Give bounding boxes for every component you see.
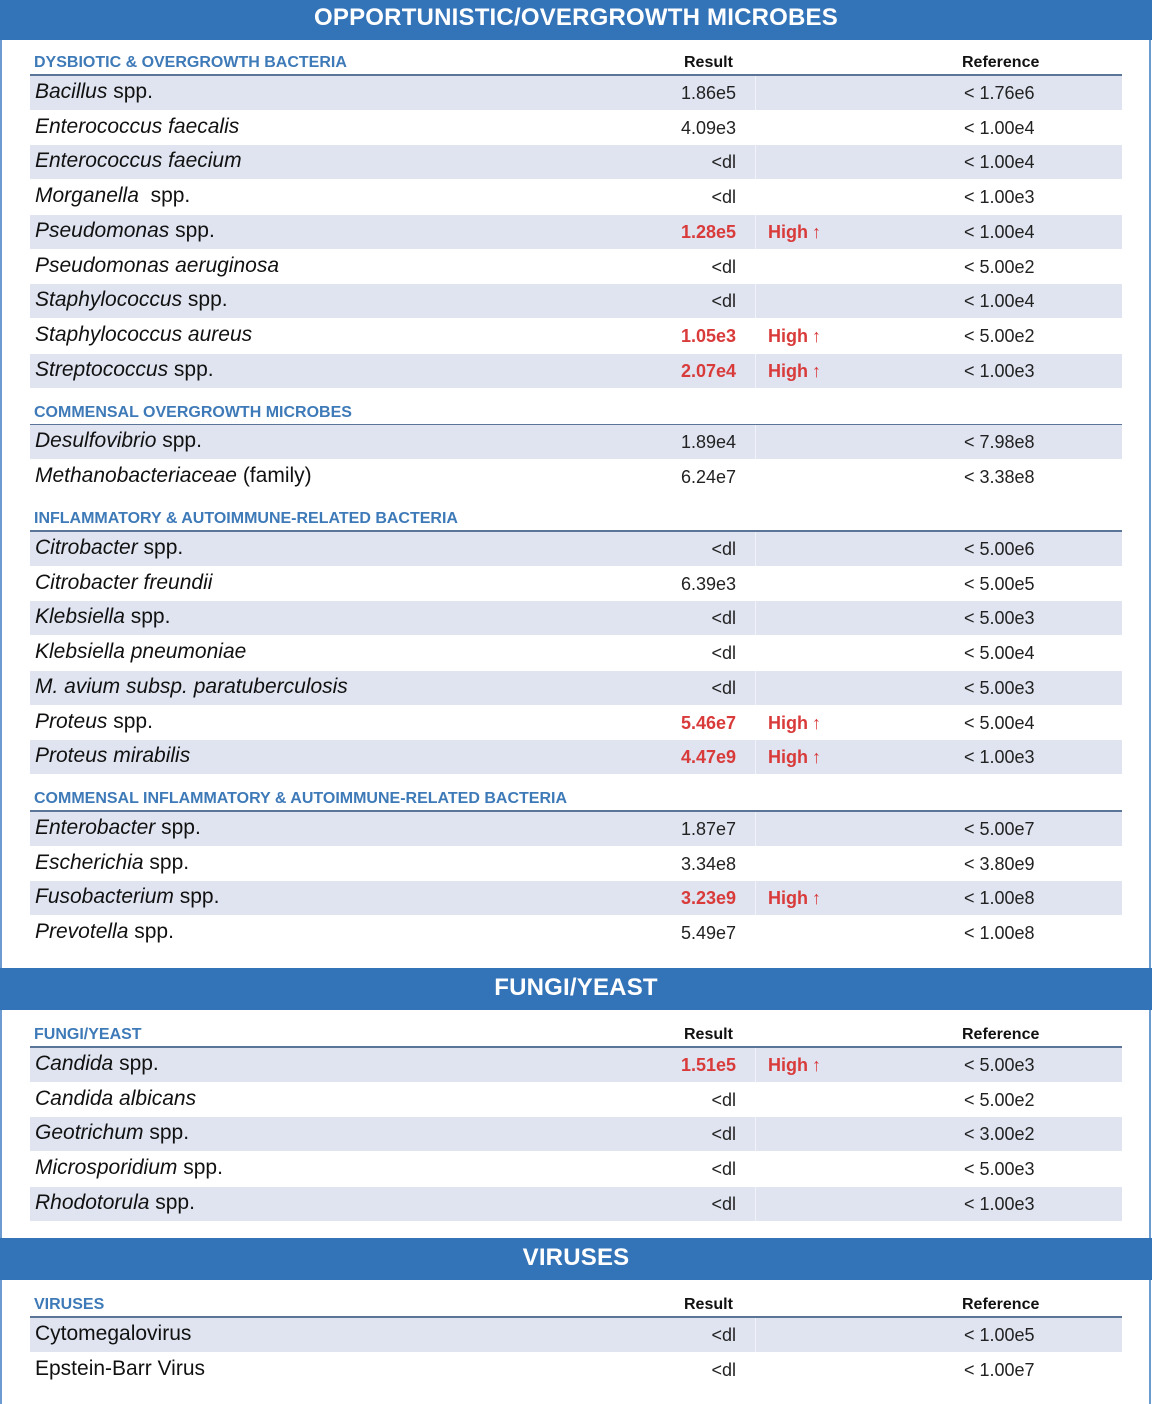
organism-name-italic: Klebsiella pneumoniae (35, 640, 247, 664)
arrow-up-icon: ↑ (812, 888, 821, 909)
organism-name (35, 536, 183, 560)
column-divider (755, 706, 756, 740)
organism-name-italic: Desulfovibrio (35, 429, 157, 452)
organism-name-italic: Methanobacteriaceae (35, 463, 237, 487)
column-divider (755, 532, 756, 566)
column-divider (755, 145, 756, 179)
result-value: 5.49e7 (680, 923, 736, 944)
table-row (30, 145, 1122, 179)
organism-name-italic: Streptococcus (35, 357, 169, 381)
arrow-up-icon: ↑ (812, 221, 821, 242)
reference-column-header: Reference (962, 1296, 1040, 1313)
table-row (30, 1048, 1122, 1082)
table-row (30, 180, 1122, 214)
group-header (30, 52, 1122, 77)
organism-name-italic: Geotrichum (35, 1121, 144, 1145)
arrow-up-icon: ↑ (812, 712, 821, 733)
table-row (30, 706, 1122, 740)
section-banner: OPPORTUNISTIC/OVERGROWTH MICROBES (0, 0, 1152, 40)
reference-value: < 5.00e3 (964, 1055, 1035, 1075)
result-value: 1.87e7 (680, 819, 736, 839)
result-value: 2.07e4 (680, 360, 736, 381)
table-row (30, 1083, 1122, 1117)
organism-name (35, 219, 215, 243)
section-banner: FUNGI/YEAST (0, 968, 1152, 1010)
table-row (30, 671, 1122, 705)
column-divider (755, 1353, 756, 1387)
column-divider (755, 740, 756, 774)
high-flag (768, 713, 821, 734)
organism-name-italic: Citrobacter freundii (35, 570, 213, 594)
result-value: 4.09e3 (680, 117, 736, 138)
result-column-header: Result (684, 54, 733, 71)
table-row (30, 847, 1122, 881)
table-row (30, 1187, 1122, 1221)
result-value: <dl (711, 643, 736, 664)
table-row (30, 284, 1122, 318)
table-row (30, 319, 1122, 353)
organism-name (35, 80, 153, 104)
organism-name (35, 1052, 159, 1076)
reference-value: < 5.00e2 (964, 256, 1035, 277)
table-row (30, 111, 1122, 145)
organism-name (35, 571, 212, 595)
table-row (30, 532, 1122, 566)
table-row (30, 460, 1122, 494)
column-divider (755, 250, 756, 284)
high-flag (768, 222, 821, 243)
high-flag (768, 361, 821, 382)
organism-name-italic: Microsporidium (35, 1156, 178, 1180)
result-value: <dl (711, 1089, 736, 1110)
column-divider (755, 460, 756, 494)
result-value: 1.86e5 (680, 83, 736, 103)
column-divider (755, 916, 756, 950)
column-divider (755, 425, 756, 459)
column-divider (755, 180, 756, 214)
flag-label: High (768, 221, 808, 242)
result-value: <dl (711, 291, 736, 312)
column-divider (755, 215, 756, 249)
reference-value: < 5.00e7 (964, 819, 1035, 839)
organism-name-italic: Candida (35, 1052, 114, 1075)
result-value: <dl (711, 677, 736, 698)
organism-name (35, 323, 252, 347)
flag-label: High (768, 360, 808, 381)
organism-name (35, 429, 202, 453)
table-row (30, 601, 1122, 635)
table-row (30, 881, 1122, 915)
column-divider (755, 1152, 756, 1186)
group-title: INFLAMMATORY & AUTOIMMUNE-RELATED BACTERIA (34, 510, 458, 527)
organism-name-italic: Proteus (35, 709, 108, 733)
reference-value: < 1.00e7 (964, 1359, 1035, 1380)
flag-label: High (768, 325, 808, 346)
column-divider (755, 111, 756, 145)
organism-name-italic: Staphylococcus aureus (35, 322, 253, 346)
organism-name (35, 149, 242, 173)
table-row (30, 1353, 1122, 1387)
column-divider (755, 1117, 756, 1151)
organism-name (35, 184, 190, 208)
column-divider (755, 284, 756, 318)
group-title: COMMENSAL INFLAMMATORY & AUTOIMMUNE-RELATED BACTERIA (34, 790, 568, 807)
organism-name-suffix: spp. (149, 1190, 195, 1214)
organism-name (35, 605, 170, 629)
group-header (30, 402, 1122, 427)
organism-name (35, 710, 153, 734)
reference-value: < 3.00e2 (964, 1124, 1035, 1145)
reference-value: < 1.00e8 (964, 888, 1035, 909)
high-flag (768, 1055, 821, 1076)
organism-name-italic: Morganella (35, 184, 139, 208)
reference-value: < 5.00e2 (964, 1089, 1035, 1110)
organism-name-suffix: spp. (168, 357, 214, 381)
reference-value: < 1.00e5 (964, 1325, 1035, 1345)
organism-name-italic: Fusobacterium (35, 885, 174, 909)
table-row (30, 215, 1122, 249)
column-divider (755, 671, 756, 705)
table-row (30, 740, 1122, 774)
organism-name-italic: Enterobacter (35, 816, 156, 839)
result-column-header: Result (684, 1296, 733, 1313)
organism-name-suffix: spp. (182, 288, 228, 312)
organism-name (35, 358, 214, 382)
organism-name (35, 744, 190, 768)
organism-name (35, 1191, 195, 1215)
reference-column-header: Reference (962, 54, 1040, 71)
table-row (30, 916, 1122, 950)
result-value: <dl (711, 539, 736, 559)
organism-name-italic: Staphylococcus (35, 288, 183, 312)
organism-name-italic: Enterococcus faecium (35, 149, 242, 173)
organism-name-suffix: spp. (107, 709, 153, 733)
group-title: DYSBIOTIC & OVERGROWTH BACTERIA (34, 54, 347, 71)
table-row (30, 636, 1122, 670)
organism-name (35, 1121, 189, 1145)
arrow-up-icon: ↑ (812, 1055, 821, 1075)
organism-name (35, 464, 312, 488)
column-divider (755, 812, 756, 846)
result-value: <dl (711, 152, 736, 173)
result-value: <dl (711, 1124, 736, 1145)
table-row (30, 812, 1122, 846)
organism-name-suffix: Epstein-Barr Virus (35, 1356, 206, 1380)
group-header (30, 508, 1122, 533)
organism-name (35, 1357, 205, 1381)
result-value: 6.39e3 (680, 573, 736, 594)
organism-name (35, 1087, 196, 1111)
group-header (30, 788, 1122, 813)
organism-name (35, 288, 228, 312)
arrow-up-icon: ↑ (812, 747, 821, 768)
flag-label: High (768, 888, 808, 909)
reference-value: < 3.80e9 (964, 853, 1035, 874)
reference-value: < 7.98e8 (964, 432, 1035, 452)
organism-name-suffix: spp. (155, 816, 201, 839)
column-divider (755, 567, 756, 601)
arrow-up-icon: ↑ (812, 325, 821, 346)
table-row (30, 1152, 1122, 1186)
table-row (30, 250, 1122, 284)
reference-value: < 1.00e3 (964, 187, 1035, 208)
organism-name (35, 640, 246, 664)
reference-value: < 1.00e3 (964, 360, 1035, 381)
reference-value: < 5.00e5 (964, 573, 1035, 594)
organism-name (35, 115, 239, 139)
high-flag (768, 326, 821, 347)
group-title: VIRUSES (34, 1296, 105, 1313)
group-title: FUNGI/YEAST (34, 1026, 142, 1043)
organism-name-suffix: spp. (177, 1156, 223, 1180)
flag-label: High (768, 712, 808, 733)
organism-name (35, 254, 279, 278)
organism-name-suffix: spp. (137, 536, 184, 559)
organism-name-suffix: Cytomegalovirus (35, 1322, 192, 1345)
organism-name-suffix: spp. (124, 605, 171, 629)
organism-name-suffix: (family) (236, 463, 312, 487)
reference-value: < 5.00e4 (964, 643, 1035, 664)
reference-value: < 3.38e8 (964, 466, 1035, 487)
reference-value: < 5.00e4 (964, 712, 1035, 733)
organism-name-suffix: spp. (156, 429, 202, 452)
result-value: <dl (711, 1159, 736, 1180)
flag-label: High (768, 747, 808, 768)
column-divider (755, 76, 756, 110)
organism-name (35, 851, 189, 875)
result-value: <dl (711, 1325, 736, 1345)
organism-name-italic: Rhodotorula (35, 1190, 150, 1214)
column-divider (755, 319, 756, 353)
reference-value: < 5.00e3 (964, 608, 1035, 629)
reference-value: < 1.76e6 (964, 83, 1035, 103)
table-row (30, 567, 1122, 601)
flag-label: High (768, 1055, 808, 1075)
reference-value: < 5.00e3 (964, 677, 1035, 698)
column-divider (755, 354, 756, 388)
table-row (30, 1117, 1122, 1151)
arrow-up-icon: ↑ (812, 360, 821, 381)
reference-value: < 5.00e6 (964, 539, 1035, 559)
result-value: <dl (711, 1359, 736, 1380)
organism-name-italic: Escherichia (35, 850, 144, 874)
organism-name (35, 816, 201, 840)
high-flag (768, 888, 821, 909)
result-value: <dl (711, 608, 736, 629)
result-value: 3.34e8 (680, 853, 736, 874)
organism-name (35, 1156, 223, 1180)
table-row (30, 354, 1122, 388)
organism-name-italic: M. avium subsp. paratuberculosis (35, 674, 348, 698)
result-column-header: Result (684, 1026, 733, 1043)
group-header (30, 1294, 1122, 1319)
section-banner: VIRUSES (0, 1238, 1152, 1280)
result-value: <dl (711, 1193, 736, 1214)
reference-value: < 1.00e4 (964, 152, 1035, 173)
organism-name-suffix: spp. (143, 1121, 190, 1145)
group-title: COMMENSAL OVERGROWTH MICROBES (34, 404, 352, 421)
result-value: 4.47e9 (680, 747, 736, 768)
result-value: 3.23e9 (680, 888, 736, 909)
column-divider (755, 847, 756, 881)
result-value: <dl (711, 256, 736, 277)
result-value: 1.51e5 (680, 1055, 736, 1075)
organism-name-suffix: spp. (107, 80, 153, 103)
reference-column-header: Reference (962, 1026, 1040, 1043)
organism-name (35, 885, 219, 909)
high-flag (768, 747, 821, 768)
reference-value: < 1.00e8 (964, 923, 1035, 944)
reference-value: < 1.00e3 (964, 747, 1035, 768)
organism-name-italic: Bacillus (35, 80, 108, 103)
organism-name-italic: Proteus mirabilis (35, 744, 191, 768)
result-value: 1.05e3 (680, 325, 736, 346)
organism-name-italic: Pseudomonas aeruginosa (35, 253, 280, 277)
organism-name-suffix: spp. (143, 850, 190, 874)
result-value: 5.46e7 (680, 712, 736, 733)
column-divider (755, 881, 756, 915)
result-value: 6.24e7 (680, 466, 736, 487)
reference-value: < 1.00e4 (964, 291, 1035, 312)
organism-name (35, 1322, 191, 1346)
reference-value: < 5.00e2 (964, 325, 1035, 346)
organism-name-italic: Enterococcus faecalis (35, 114, 240, 138)
organism-name-suffix: spp. (128, 920, 174, 944)
column-divider (755, 1083, 756, 1117)
column-divider (755, 636, 756, 670)
organism-name-italic: Candida albicans (35, 1086, 197, 1110)
reference-value: < 5.00e3 (964, 1159, 1035, 1180)
organism-name-suffix: spp. (173, 885, 220, 909)
result-value: 1.28e5 (680, 221, 736, 242)
table-row (30, 425, 1122, 459)
table-row (30, 76, 1122, 110)
result-value: 1.89e4 (680, 432, 736, 452)
organism-name-suffix: spp. (138, 184, 191, 208)
organism-name-suffix: spp. (169, 218, 215, 242)
organism-name (35, 920, 174, 944)
group-header (30, 1024, 1122, 1049)
table-row (30, 1318, 1122, 1352)
organism-name-italic: Prevotella (35, 920, 129, 944)
column-divider (755, 1048, 756, 1082)
reference-value: < 1.00e4 (964, 221, 1035, 242)
organism-name-suffix: spp. (113, 1052, 159, 1075)
result-value: <dl (711, 187, 736, 208)
reference-value: < 1.00e3 (964, 1193, 1035, 1214)
organism-name (35, 675, 348, 699)
column-divider (755, 601, 756, 635)
organism-name-italic: Pseudomonas (35, 218, 170, 242)
organism-name-italic: Klebsiella (35, 605, 125, 629)
column-divider (755, 1187, 756, 1221)
organism-name-italic: Citrobacter (35, 536, 138, 559)
reference-value: < 1.00e4 (964, 117, 1035, 138)
column-divider (755, 1318, 756, 1352)
